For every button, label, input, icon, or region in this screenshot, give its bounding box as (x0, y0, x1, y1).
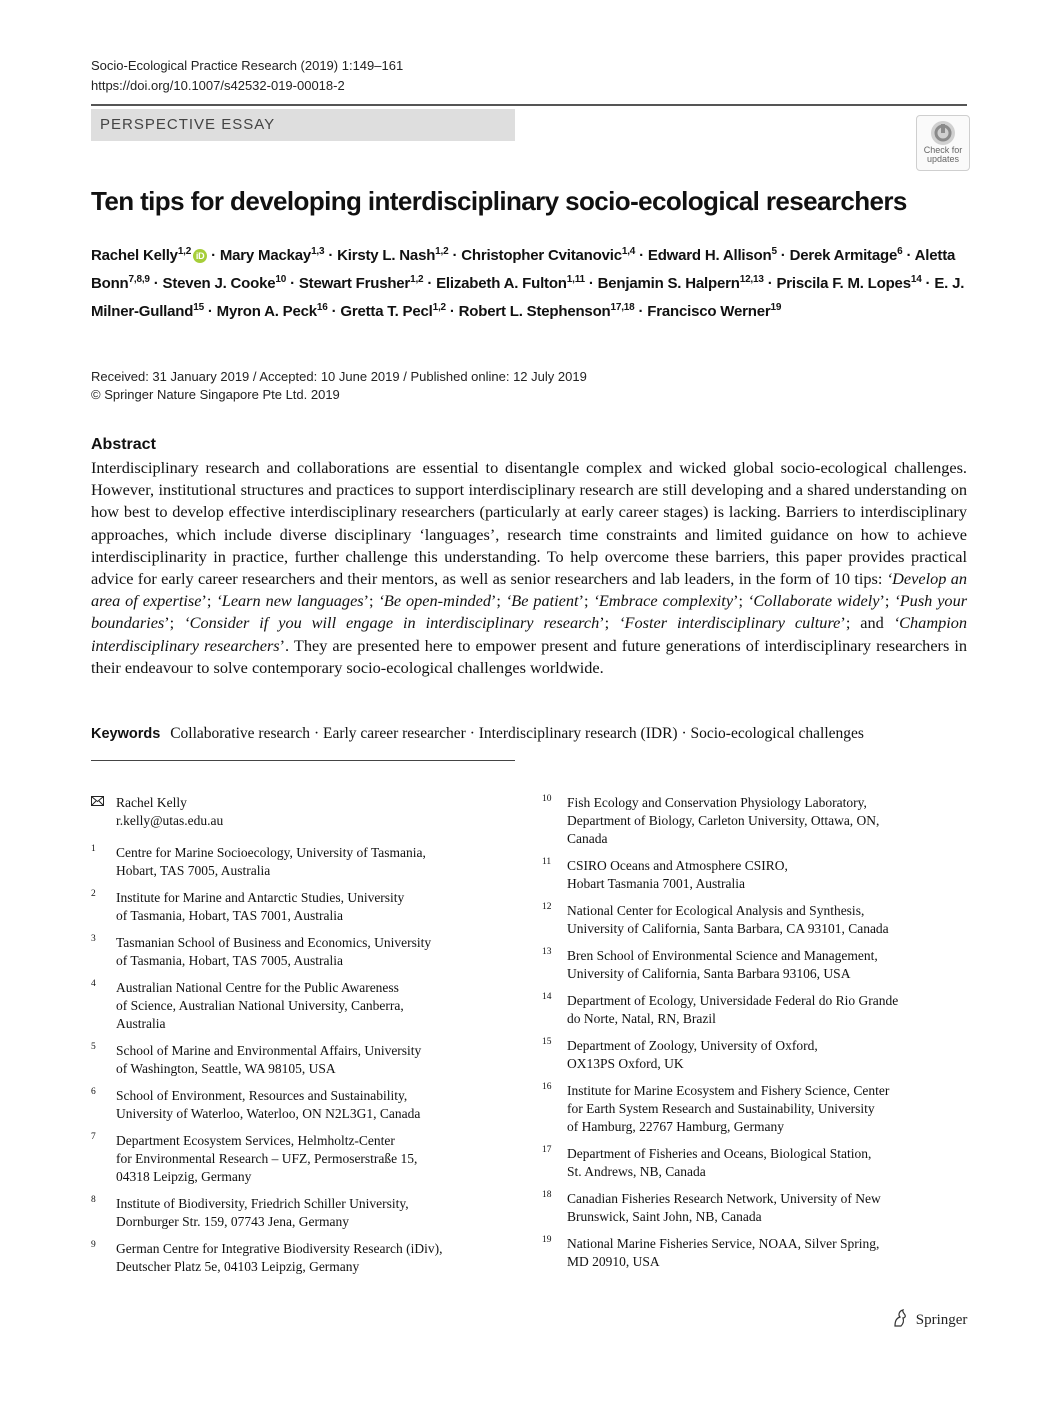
affiliation-number: 4 (91, 979, 96, 989)
affiliation-line: Canadian Fisheries Research Network, University of New (567, 1191, 881, 1206)
affiliation-line: Dornburger Str. 159, 07743 Jena, Germany (116, 1214, 349, 1229)
affiliation-line: Centre for Marine Socioecology, University of Tasmania, (116, 845, 426, 860)
abstract-tip: ‘Champion interdisciplinary researchers (91, 613, 968, 655)
author-affiliation-marker: 1,4 (621, 246, 636, 257)
affiliation-line: of Science, Australian National University, Canberra, (116, 998, 404, 1013)
affiliation-line: Canada (567, 831, 608, 846)
keyword: Early career researcher (322, 725, 466, 742)
affiliation-line: School of Environment, Resources and Sustainability, (116, 1088, 408, 1103)
author[interactable] (217, 303, 328, 320)
keywords-items (170, 725, 864, 742)
author-name: Edward H. Allison (647, 247, 772, 264)
affiliation-line: University of Waterloo, Waterloo, ON N2L3G1, Canada (116, 1106, 421, 1121)
affiliation-line: Department of Zoology, University of Oxford, (567, 1038, 818, 1053)
affiliation-line: Department of Fisheries and Oceans, Biological Station, (567, 1146, 872, 1161)
envelope-icon (91, 796, 104, 806)
affiliation-number: 16 (542, 1082, 552, 1092)
author-name: Francisco Werner (647, 303, 771, 320)
abstract-text-segment: ’; (733, 591, 748, 611)
author-affiliation-marker: 17,18 (610, 302, 635, 313)
corresponding-author-email[interactable]: r.kelly@utas.edu.au (116, 813, 224, 828)
affiliation-number: 5 (91, 1042, 96, 1052)
article-type-label: PERSPECTIVE ESSAY (100, 116, 276, 133)
affiliation (91, 1087, 491, 1123)
keyword-separator: · (310, 725, 323, 742)
author-name: Robert L. Stephenson (458, 303, 611, 320)
affiliation (91, 1240, 491, 1276)
affiliation-list-left (91, 844, 491, 1276)
publisher-name: Springer (915, 1312, 968, 1328)
keyword: Collaborative research (170, 725, 311, 742)
author[interactable] (461, 247, 635, 264)
affiliation-number: 14 (542, 992, 552, 1002)
affiliations-right-column (542, 794, 942, 1280)
author-name: Stewart Frusher (298, 275, 411, 292)
affiliation-line: of Tasmania, Hobart, TAS 7005, Australia (116, 953, 343, 968)
author-name: Myron A. Peck (216, 303, 317, 320)
article-title: Ten tips for developing interdisciplinary socio-ecological researchers (91, 186, 907, 216)
affiliation-line: of Washington, Seattle, WA 98105, USA (116, 1061, 336, 1076)
author-name: Derek Armitage (789, 247, 898, 264)
footnote-rule (91, 760, 515, 761)
affiliation-line: Deutscher Platz 5e, 04103 Leipzig, Germany (116, 1259, 360, 1274)
springer-horse-icon (892, 1309, 908, 1327)
author-affiliation-marker: 6 (897, 246, 903, 257)
affiliation-line: University of California, Santa Barbara 93106, USA (567, 966, 851, 981)
author[interactable] (648, 247, 777, 264)
author-separator: · (445, 303, 459, 320)
author-affiliation-marker: 15 (193, 302, 204, 313)
affiliations-left-column (91, 794, 491, 1285)
affiliation-line: Hobart, TAS 7005, Australia (116, 863, 271, 878)
author[interactable] (598, 275, 764, 292)
journal-citation: Socio-Ecological Practice Research (2019) 1:149–161 (91, 58, 404, 73)
author-affiliation-marker: 1,2 (177, 246, 192, 257)
affiliation-list-right (542, 794, 942, 1271)
affiliation-line: of Tasmania, Hobart, TAS 7001, Australia (116, 908, 343, 923)
author-separator: · (776, 247, 790, 264)
affiliation-line: Australia (116, 1016, 166, 1031)
abstract-text-segment: Interdisciplinary research and collaborations are essential to disentangle complex and wicked global socio-ecological challenges. However, institutional structures and practices to support interdisciplinary research are still developing and a shared understanding on how best to develop effective interdisciplinary researchers (particularly at early career stages) is lacking. Barriers to interdisciplinary approaches, which include diverse disciplinary ‘languages’, research time constraints and limited guidance on how to achieve interdisciplinarity in practice, further challenge this understanding. To help overcome these barriers, this paper provides practical advice for early career researchers and their mentors, as well as senior researchers and lab leaders, in the form of 10 tips: (91, 458, 967, 589)
copyright-notice: © Springer Nature Singapore Pte Ltd. 2019 (91, 387, 340, 402)
abstract-tip: ‘Develop an area of expertise (91, 569, 968, 611)
affiliation-number: 6 (91, 1087, 96, 1097)
affiliation-line: of Hamburg, 22767 Hamburg, Germany (567, 1119, 784, 1134)
keyword: Interdisciplinary research (IDR) (478, 725, 678, 742)
author-affiliation-marker: 7,8,9 (128, 274, 150, 285)
author-name: Kirsty L. Nash (337, 247, 436, 264)
check-updates-line2: updates (926, 154, 960, 164)
abstract-tip: ‘Collaborate widely (747, 591, 880, 611)
affiliation-line: Institute of Biodiversity, Friedrich Schiller University, (116, 1196, 409, 1211)
abstract-text-segment: ’; (599, 613, 620, 633)
corresponding-author (91, 794, 491, 830)
affiliation-number: 3 (91, 934, 96, 944)
affiliation-number: 1 (91, 844, 96, 854)
author-name: Benjamin S. Halpern (597, 275, 740, 292)
author-separator: · (327, 303, 341, 320)
author[interactable] (220, 247, 325, 264)
abstract-tip: ‘Push your boundaries (91, 591, 968, 633)
author-separator: · (203, 303, 217, 320)
author-separator: · (423, 275, 437, 292)
abstract-text-segment: ’; (201, 591, 217, 611)
affiliation-line: Bren School of Environmental Science and Management, (567, 948, 878, 963)
author[interactable] (459, 303, 635, 320)
check-updates-icon (930, 120, 956, 146)
author-affiliation-marker: 12,13 (739, 274, 764, 285)
header-rule (91, 104, 967, 106)
keywords-line (91, 724, 864, 744)
check-for-updates-badge[interactable] (916, 115, 970, 171)
orcid-icon[interactable]: iD (193, 249, 207, 263)
author-separator: · (207, 247, 220, 264)
affiliation-line: CSIRO Oceans and Atmosphere CSIRO, (567, 858, 788, 873)
author-name: Elizabeth A. Fulton (436, 275, 567, 292)
affiliation-number: 15 (542, 1037, 552, 1047)
affiliation-number: 11 (542, 857, 552, 867)
affiliation-line: Australian National Centre for the Public Awareness (116, 980, 399, 995)
author-separator: · (149, 275, 163, 292)
affiliation-line: Tasmanian School of Business and Economics, University (116, 935, 432, 950)
publication-dates: Received: 31 January 2019 / Accepted: 10 June 2019 / Published online: 12 July 2019 (91, 369, 587, 384)
affiliation-line: MD 20910, USA (567, 1254, 660, 1269)
author-list (91, 240, 971, 324)
abstract-tip: ‘Consider if you will engage in interdisciplinary research (184, 613, 600, 633)
abstract-tip: ‘Be open-minded (378, 591, 491, 611)
keyword-separator: · (465, 725, 479, 742)
affiliation-line: for Environmental Research – UFZ, Permoserstraße 15, (116, 1151, 418, 1166)
author-affiliation-marker: 1,3 (311, 246, 325, 257)
publisher-logo (892, 1309, 967, 1329)
author[interactable] (647, 303, 781, 320)
author[interactable] (91, 247, 207, 264)
article-type-band (91, 109, 515, 141)
affiliation-line: Brunswick, Saint John, NB, Canada (567, 1209, 762, 1224)
abstract-tip: ‘Be patient (505, 591, 579, 611)
author-separator: · (763, 275, 777, 292)
abstract-text-segment: ’; (363, 591, 379, 611)
author-affiliation-marker: 19 (770, 302, 782, 313)
article-history (91, 368, 587, 404)
abstract-text-segment: ’; (491, 591, 506, 611)
author[interactable] (340, 303, 446, 320)
affiliation-number: 10 (542, 794, 552, 804)
affiliation (542, 1082, 942, 1136)
author-name: Aletta Bonn (91, 247, 956, 292)
affiliation-line: Institute for Marine and Antarctic Studies, University (116, 890, 405, 905)
affiliation-line: Department of Biology, Carleton University, Ottawa, ON, (567, 813, 880, 828)
author-affiliation-marker: 14 (910, 274, 922, 285)
author-affiliation-marker: 5 (771, 246, 777, 257)
author-affiliation-marker: 10 (275, 274, 287, 285)
author-separator: · (448, 247, 462, 264)
affiliation (542, 1235, 942, 1271)
author-name: E. J. Milner-Gulland (91, 275, 965, 320)
affiliation-line: School of Marine and Environmental Affairs, University (116, 1043, 422, 1058)
author-affiliation-marker: 1,2 (435, 246, 449, 257)
author[interactable] (436, 275, 585, 292)
author-separator: · (584, 275, 598, 292)
affiliation (542, 857, 942, 893)
abstract-text-segment: ’; (578, 591, 594, 611)
affiliation-number: 7 (91, 1132, 96, 1142)
affiliation-number: 13 (542, 947, 552, 957)
abstract-text-segment: ’; (879, 591, 895, 611)
author-name: Rachel Kelly (91, 247, 178, 264)
affiliation-line: do Norte, Natal, RN, Brazil (567, 1011, 716, 1026)
author[interactable] (299, 275, 424, 292)
affiliation-line: University of California, Santa Barbara, CA 93101, Canada (567, 921, 889, 936)
affiliation-line: St. Andrews, NB, Canada (567, 1164, 706, 1179)
affiliation-line: German Centre for Integrative Biodiversity Research (iDiv), (116, 1241, 443, 1256)
affiliation (542, 902, 942, 938)
abstract-text-segment: ’; (164, 613, 185, 633)
author-affiliation-marker: 1,11 (566, 274, 585, 285)
abstract-tip: ‘Embrace complexity (593, 591, 734, 611)
author-separator: · (324, 247, 338, 264)
affiliation (91, 934, 491, 970)
affiliation-line: National Marine Fisheries Service, NOAA, Silver Spring, (567, 1236, 880, 1251)
author[interactable] (337, 247, 448, 264)
affiliation (91, 979, 491, 1033)
affiliation-number: 18 (542, 1190, 552, 1200)
affiliation-line: Institute for Marine Ecosystem and Fishery Science, Center (567, 1083, 890, 1098)
affiliation-line: Department of Ecology, Universidade Federal do Rio Grande (567, 993, 899, 1008)
author-affiliation-marker: 1,2 (410, 274, 424, 285)
abstract-text-segment: ’; and (840, 613, 894, 633)
author-separator: · (902, 247, 915, 264)
affiliation (91, 1195, 491, 1231)
affiliation-line: for Earth System Research and Sustainability, University (567, 1101, 875, 1116)
affiliation-line: 04318 Leipzig, Germany (116, 1169, 252, 1184)
affiliation (542, 947, 942, 983)
journal-header (91, 56, 403, 96)
author-affiliation-marker: 1,2 (432, 302, 446, 313)
affiliation (91, 1042, 491, 1078)
keyword-separator: · (677, 725, 691, 742)
author[interactable] (790, 247, 903, 264)
keywords-label: Keywords (91, 726, 161, 742)
affiliation-number: 17 (542, 1145, 552, 1155)
abstract-tip: ‘Foster interdisciplinary culture (619, 613, 841, 633)
author-name: Gretta T. Pecl (340, 303, 433, 320)
affiliation-number: 12 (542, 902, 552, 912)
affiliation-line: Hobart Tasmania 7001, Australia (567, 876, 746, 891)
corresponding-author-name: Rachel Kelly (116, 795, 187, 810)
check-updates-line1: Check for (923, 145, 963, 155)
author-separator: · (635, 247, 648, 264)
keyword: Socio-ecological challenges (690, 725, 864, 742)
affiliation (91, 844, 491, 880)
affiliation-number: 8 (91, 1195, 96, 1205)
abstract-tip: ‘Learn new languages (216, 591, 364, 611)
author-name: Mary Mackay (219, 247, 312, 264)
affiliation (542, 992, 942, 1028)
affiliation-line: Department Ecosystem Services, Helmholtz-Center (116, 1133, 395, 1148)
author-separator: · (286, 275, 299, 292)
abstract-text-segment: ’. They are presented here to empower present and future generations of interdisciplinary researchers in their endeavour to solve contemporary socio-ecological challenges worldwide. (91, 635, 968, 677)
author-separator: · (921, 275, 935, 292)
author-name: Priscila F. M. Lopes (776, 275, 911, 292)
author[interactable] (163, 275, 287, 292)
affiliation-line: Fish Ecology and Conservation Physiology Laboratory, (567, 795, 867, 810)
author[interactable] (776, 275, 921, 292)
affiliation-number: 19 (542, 1235, 552, 1245)
affiliation (91, 1132, 491, 1186)
affiliation-line: National Center for Ecological Analysis and Synthesis, (567, 903, 865, 918)
affiliation (542, 1190, 942, 1226)
doi-link[interactable]: https://doi.org/10.1007/s42532-019-00018-2 (91, 78, 345, 93)
abstract-body (91, 457, 967, 679)
author-name: Steven J. Cooke (162, 275, 276, 292)
affiliation-number: 9 (91, 1240, 96, 1250)
affiliation-line: OX13PS Oxford, UK (567, 1056, 684, 1071)
affiliation-number: 2 (91, 889, 96, 899)
affiliation (542, 794, 942, 848)
affiliation (91, 889, 491, 925)
author-separator: · (634, 303, 648, 320)
affiliation (542, 1037, 942, 1073)
author-name: Christopher Cvitanovic (461, 247, 622, 264)
affiliation (542, 1145, 942, 1181)
author-affiliation-marker: 16 (316, 302, 328, 313)
abstract-heading: Abstract (91, 436, 156, 453)
